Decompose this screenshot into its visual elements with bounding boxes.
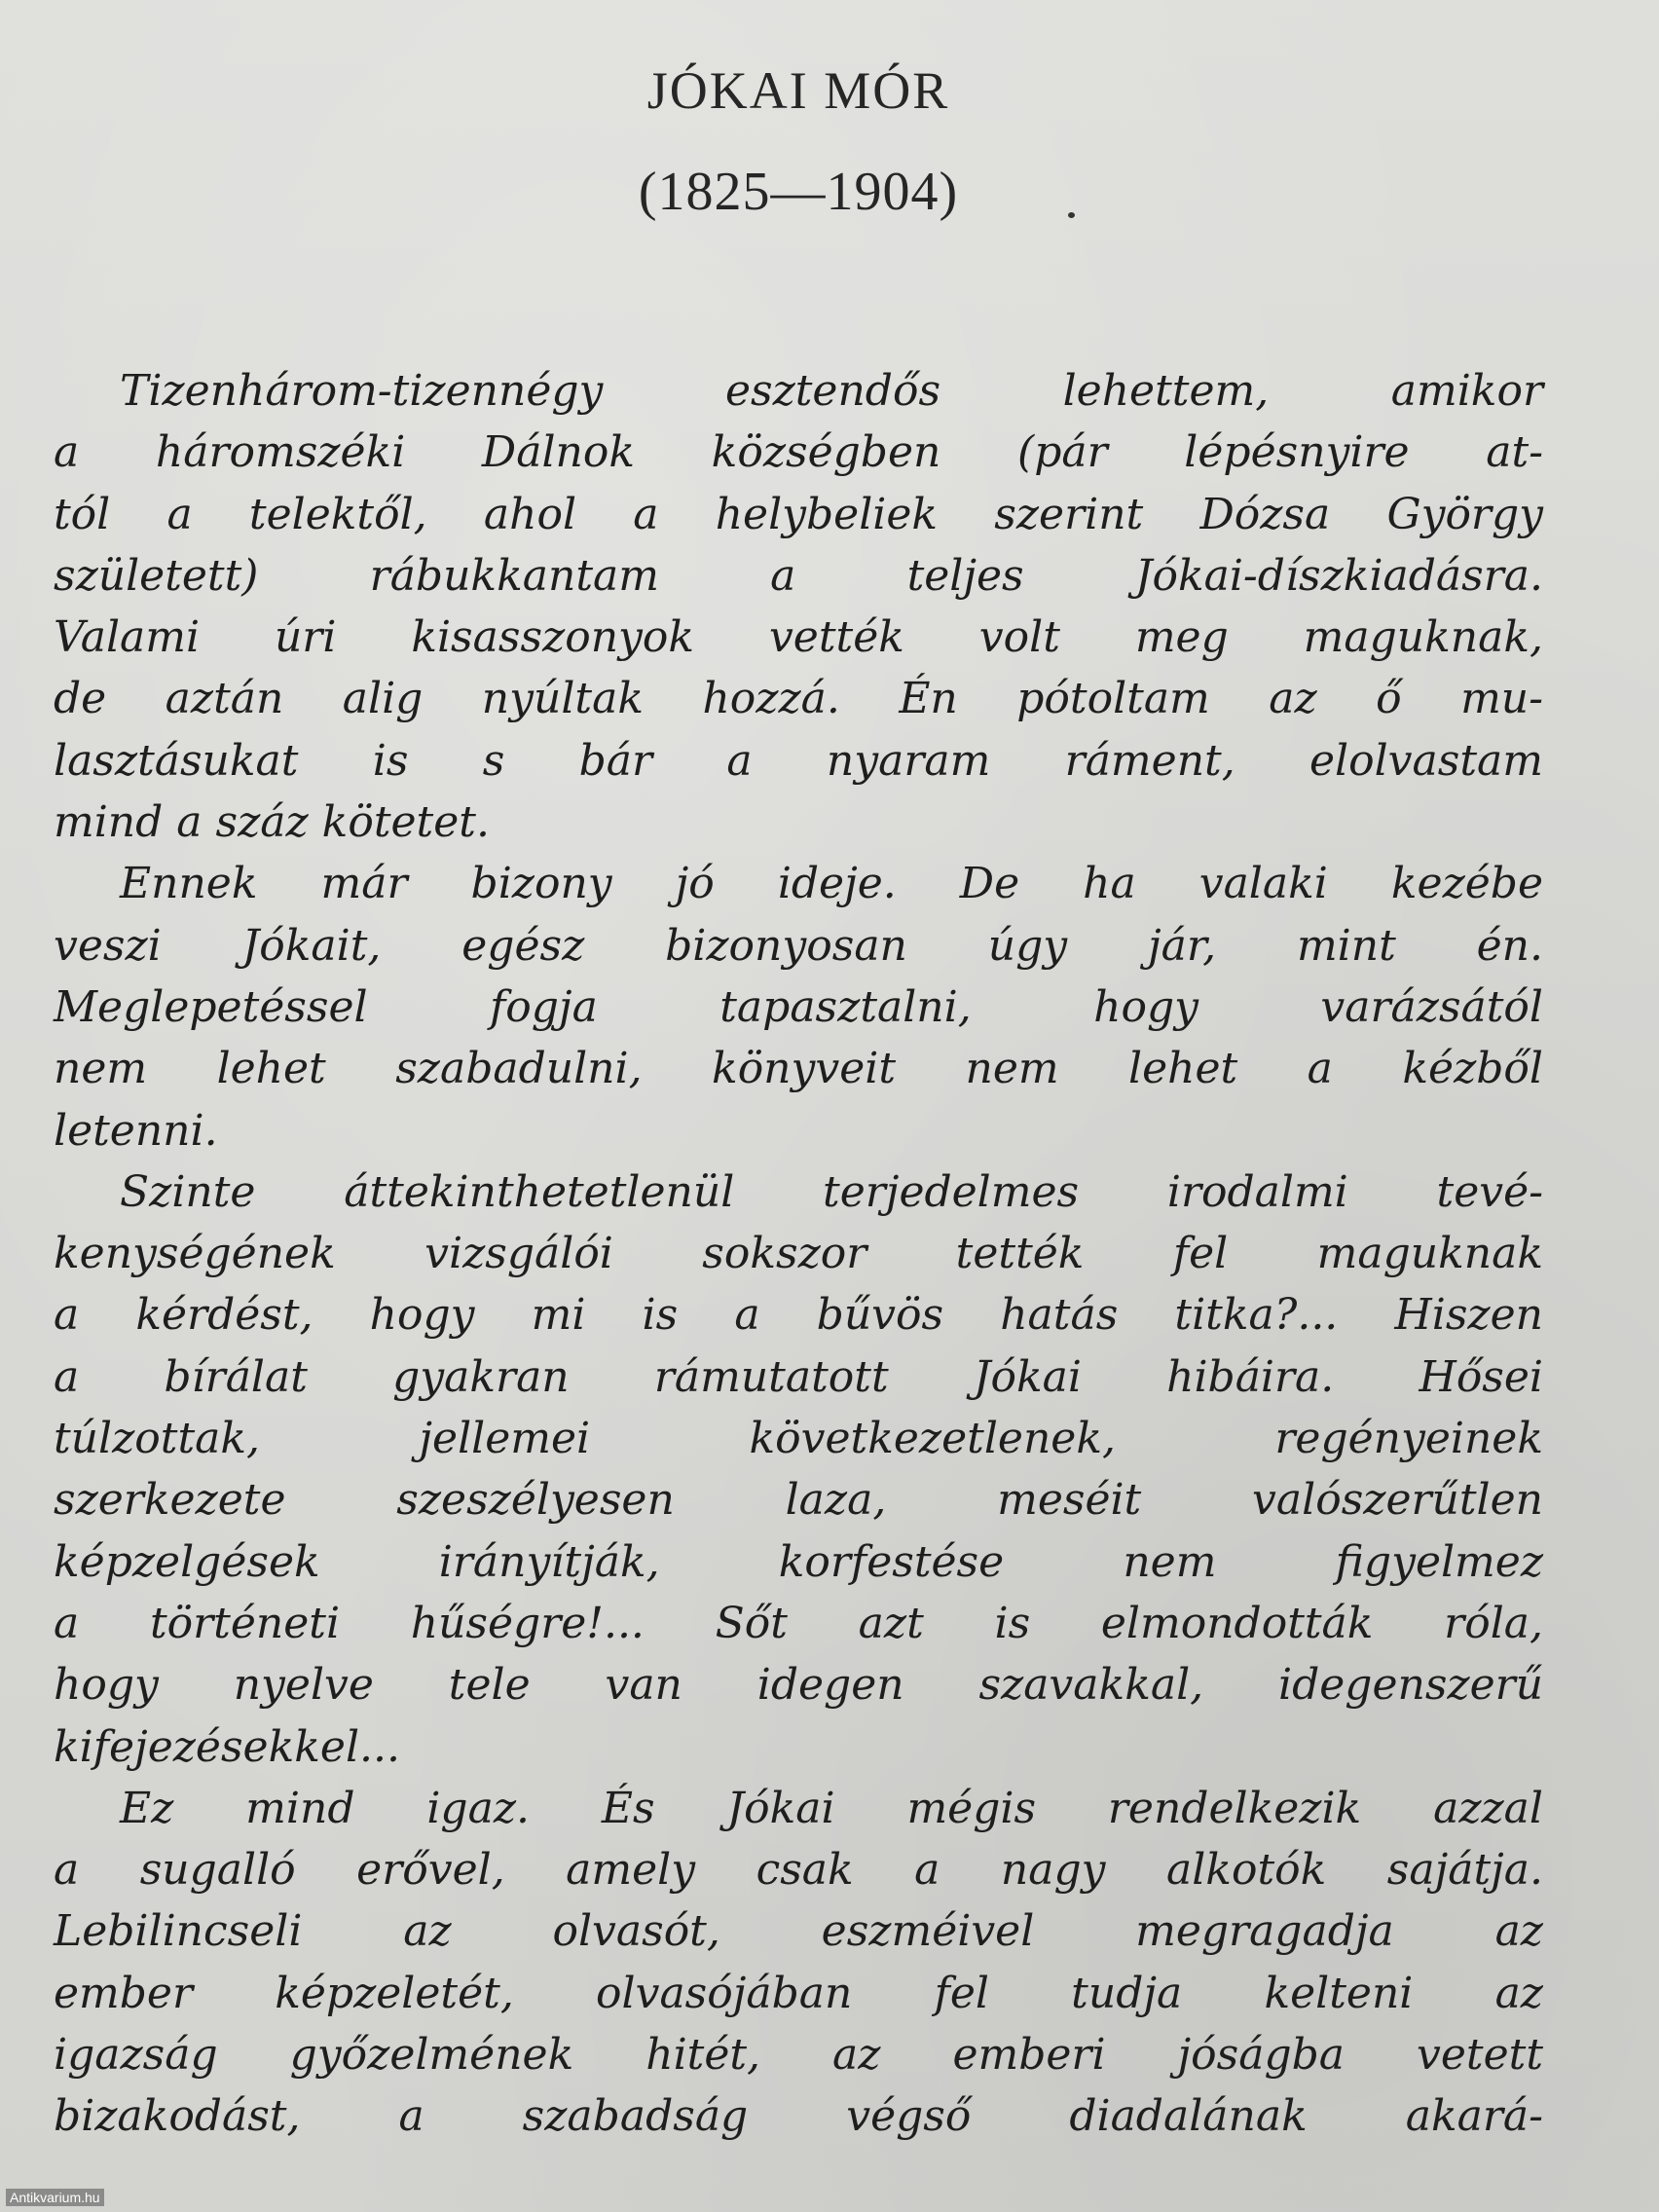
text-line: Valami úri kisasszonyok vették volt meg maguknak, [54, 612, 1543, 663]
text-line: bizakodást, a szabadság végső diadalának akará- [54, 2091, 1543, 2142]
text-line: veszi Jókait, egész bizonyosan úgy jár, mint én. [54, 920, 1543, 971]
text-line: kenységének vizsgálói sokszor tették fel maguknak [54, 1229, 1543, 1279]
text-line: ember képzeletét, olvasójában fel tudja kelteni az [54, 1968, 1543, 2018]
text-line: letenni. [54, 1105, 218, 1156]
text-line: szerkezete szeszélyesen laza, meséit valószerűtlen [54, 1475, 1543, 1526]
ink-speck [1068, 212, 1075, 218]
body-text [54, 360, 1543, 2148]
author-years: (1825—1904) [638, 162, 959, 222]
page-title: JÓKAI MÓR [646, 61, 950, 120]
text-line: a történeti hűségre!... Sőt azt is elmondották róla, [54, 1598, 1543, 1648]
text-line: de aztán alig nyúltak hozzá. Én pótoltam az ő mu- [54, 674, 1543, 724]
text-line: a bírálat gyakran rámutatott Jókai hibáira. Hősei [54, 1351, 1543, 1402]
text-line: Meglepetéssel fogja tapasztalni, hogy varázsától [54, 981, 1543, 1032]
text-line: a kérdést, hogy mi is a bűvös hatás titka?... Hiszen [54, 1290, 1543, 1341]
text-line: a sugalló erővel, amely csak a nagy alkotók sajátja. [54, 1845, 1543, 1896]
text-line: nem lehet szabadulni, könyveit nem lehet a kézből [54, 1044, 1543, 1094]
text-line: képzelgések irányítják, korfestése nem figyelmez [54, 1536, 1543, 1587]
text-line: túlzottak, jellemei következetlenek, regényeinek [54, 1414, 1543, 1464]
text-line: igazság győzelmének hitét, az emberi jóságba vetett [54, 2030, 1543, 2081]
text-line: Ennek már bizony jó ideje. De ha valaki kezébe [120, 859, 1543, 909]
text-line: mind a száz kötetet. [54, 797, 490, 848]
text-line: hogy nyelve tele van idegen szavakkal, idegenszerű [54, 1660, 1543, 1711]
text-line: lasztásukat is s bár a nyaram ráment, elolvastam [54, 735, 1543, 786]
text-line: Lebilincseli az olvasót, eszméivel megragadja az [54, 1906, 1543, 1957]
text-line: Ez mind igaz. És Jókai mégis rendelkezik azzal [120, 1783, 1543, 1833]
text-line: Szinte áttekinthetetlenül terjedelmes irodalmi tevé- [120, 1166, 1543, 1217]
watermark: Antikvarium.hu [6, 2189, 104, 2206]
text-line: a háromszéki Dálnok községben (pár lépésnyire at- [54, 427, 1543, 478]
text-line: született) rábukkantam a teljes Jókai-díszkiadásra. [54, 550, 1543, 601]
text-line: kifejezésekkel... [54, 1721, 400, 1772]
text-line: Tizenhárom-tizennégy esztendős lehettem, amikor [120, 366, 1543, 416]
text-line: tól a telektől, ahol a helybeliek szerint Dózsa György [54, 489, 1543, 539]
